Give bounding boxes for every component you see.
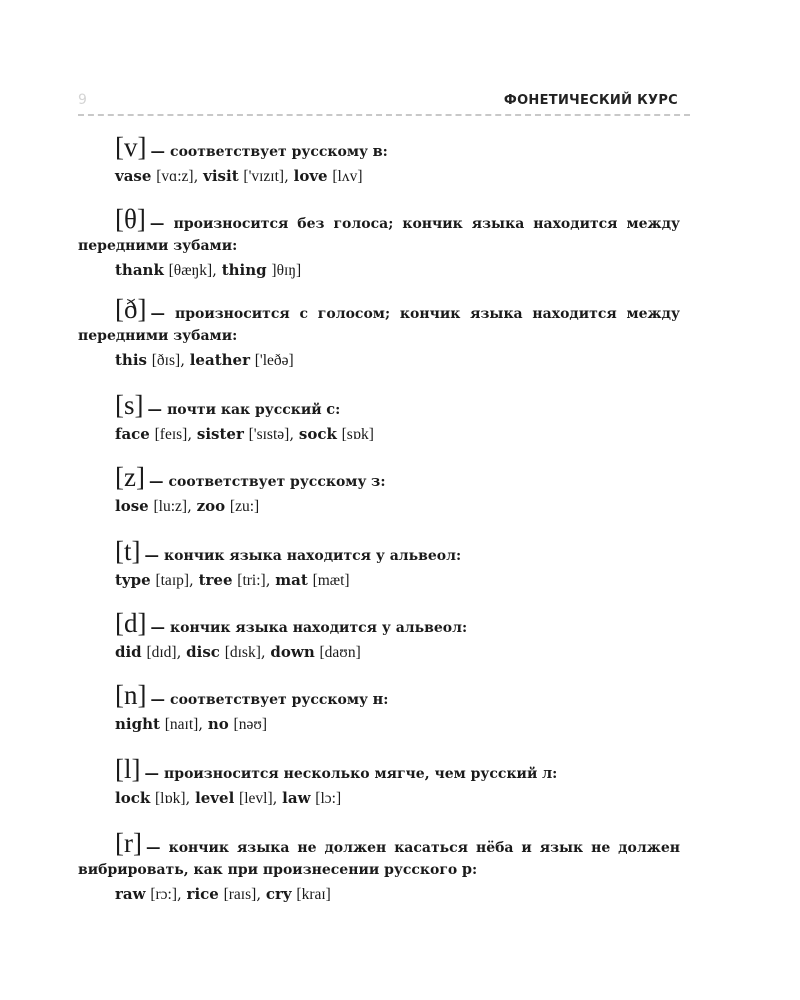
phoneme-entry-l bbox=[78, 754, 680, 810]
separator: , bbox=[198, 715, 208, 733]
example-word: night bbox=[115, 715, 160, 733]
example-word: zoo bbox=[196, 497, 226, 515]
transcription: [zu:] bbox=[229, 498, 260, 515]
separator: , bbox=[187, 497, 197, 515]
example-word: law bbox=[282, 789, 311, 807]
transcription: [lɔ:] bbox=[315, 790, 342, 807]
example-words bbox=[115, 569, 680, 592]
russian-letter: л bbox=[541, 765, 553, 782]
russian-letter: с bbox=[326, 401, 336, 418]
example-word: this bbox=[115, 351, 147, 369]
dash: — bbox=[147, 401, 168, 418]
phoneme-symbol: [l] bbox=[115, 754, 141, 784]
phoneme-description bbox=[78, 754, 680, 785]
colon: : bbox=[472, 862, 478, 878]
separator: , bbox=[177, 885, 187, 903]
transcription: [θæŋk] bbox=[168, 262, 213, 279]
description-text: почти как русский bbox=[167, 402, 322, 418]
transcription: [taɪp] bbox=[155, 572, 190, 589]
separator: , bbox=[185, 789, 196, 807]
example-word: tree bbox=[198, 571, 233, 589]
phoneme-symbol: [s] bbox=[115, 390, 144, 420]
dash: — bbox=[144, 547, 165, 564]
example-words bbox=[115, 259, 680, 282]
dash: — bbox=[150, 143, 171, 160]
separator: , bbox=[176, 643, 187, 661]
russian-letter: р bbox=[461, 861, 473, 878]
phoneme-description bbox=[78, 132, 680, 163]
example-word: thing bbox=[221, 261, 267, 279]
example-word: visit bbox=[203, 167, 239, 185]
example-word: rice bbox=[186, 885, 219, 903]
separator: , bbox=[193, 167, 204, 185]
separator: , bbox=[272, 789, 283, 807]
dash: — bbox=[150, 691, 171, 708]
transcription: ['sɪstə] bbox=[248, 426, 290, 443]
description-text: произносится несколько мягче, чем русский bbox=[164, 766, 538, 782]
phoneme-symbol: [θ] bbox=[115, 204, 146, 234]
colon: : bbox=[335, 402, 341, 418]
transcription: [tri:] bbox=[237, 572, 266, 589]
running-head: ФОНЕТИЧЕСКИЙ КУРС bbox=[503, 93, 678, 108]
separator: , bbox=[212, 261, 222, 279]
transcription: ]θɪŋ] bbox=[271, 262, 302, 279]
phoneme-symbol: [n] bbox=[115, 680, 147, 710]
phoneme-entry-t bbox=[78, 536, 680, 592]
description-text: соответствует русскому bbox=[168, 474, 367, 490]
example-word: lock bbox=[115, 789, 151, 807]
transcription: [daʊn] bbox=[319, 644, 361, 661]
russian-letter: в bbox=[372, 143, 383, 160]
example-word: down bbox=[270, 643, 315, 661]
separator: , bbox=[289, 425, 299, 443]
transcription: [vɑ:z] bbox=[156, 168, 194, 185]
example-words bbox=[115, 713, 680, 736]
dash: — bbox=[148, 473, 169, 490]
example-word: mat bbox=[275, 571, 308, 589]
phoneme-description bbox=[78, 680, 680, 711]
transcription: [dɪsk] bbox=[224, 644, 261, 661]
example-words bbox=[115, 165, 680, 188]
transcription: [rɔ:] bbox=[150, 886, 177, 903]
transcription: [kraɪ] bbox=[296, 886, 331, 903]
example-word: level bbox=[195, 789, 235, 807]
colon: : bbox=[382, 144, 388, 160]
transcription: [lu:z] bbox=[153, 498, 188, 515]
description-text: соответствует русскому bbox=[170, 144, 368, 160]
phoneme-symbol: [v] bbox=[115, 132, 147, 162]
separator: , bbox=[189, 571, 199, 589]
dash: — bbox=[145, 839, 169, 856]
dash: — bbox=[144, 765, 165, 782]
description-text: кончик языка не должен касаться нёба и язык не должен вибрировать, как при произнесении русского bbox=[78, 840, 680, 878]
dash: — bbox=[150, 619, 171, 636]
example-words bbox=[115, 349, 680, 372]
phoneme-entry-z bbox=[78, 462, 680, 518]
phoneme-entry-v bbox=[78, 132, 680, 188]
transcription: [ðɪs] bbox=[151, 352, 181, 369]
example-word: sister bbox=[196, 425, 244, 443]
example-word: thank bbox=[115, 261, 164, 279]
example-word: cry bbox=[265, 885, 292, 903]
colon: : bbox=[383, 692, 389, 708]
transcription: [raɪs] bbox=[223, 886, 257, 903]
example-word: sock bbox=[298, 425, 337, 443]
russian-letter: н bbox=[372, 691, 384, 708]
example-words bbox=[115, 641, 680, 664]
transcription: [sɒk] bbox=[341, 426, 374, 443]
dash: — bbox=[150, 305, 175, 322]
example-word: vase bbox=[115, 167, 152, 185]
phoneme-entry-eth bbox=[78, 294, 680, 372]
description-text: произносится с голосом; кончик языка находится между передними зубами: bbox=[78, 306, 680, 344]
transcription: [levl] bbox=[239, 790, 273, 807]
example-words bbox=[115, 883, 680, 906]
separator: , bbox=[260, 643, 271, 661]
transcription: [feɪs] bbox=[154, 426, 188, 443]
phoneme-description bbox=[78, 608, 680, 639]
example-words bbox=[115, 787, 680, 810]
phoneme-entry-n bbox=[78, 680, 680, 736]
transcription: [naɪt] bbox=[164, 716, 199, 733]
phoneme-entry-s bbox=[78, 390, 680, 446]
phoneme-description bbox=[78, 390, 680, 421]
phoneme-description bbox=[78, 828, 680, 881]
dash: — bbox=[149, 215, 174, 232]
phoneme-description bbox=[78, 204, 680, 257]
transcription: [lɒk] bbox=[155, 790, 186, 807]
phoneme-entry-d bbox=[78, 608, 680, 664]
example-words bbox=[115, 495, 680, 518]
phoneme-description bbox=[78, 536, 680, 567]
example-word: love bbox=[293, 167, 328, 185]
phoneme-symbol: [t] bbox=[115, 536, 141, 566]
example-word: did bbox=[115, 643, 142, 661]
phoneme-description bbox=[78, 294, 680, 347]
phoneme-symbol: [z] bbox=[115, 462, 145, 492]
phoneme-description bbox=[78, 462, 680, 493]
transcription: [nəʊ] bbox=[233, 716, 268, 733]
page-number: 9 bbox=[78, 92, 87, 108]
phoneme-symbol: [d] bbox=[115, 608, 147, 638]
colon: : bbox=[380, 474, 386, 490]
example-word: raw bbox=[115, 885, 146, 903]
separator: , bbox=[256, 885, 266, 903]
example-word: face bbox=[115, 425, 150, 443]
transcription: [mæt] bbox=[312, 572, 350, 589]
phoneme-entry-r bbox=[78, 828, 680, 906]
transcription: [dɪd] bbox=[146, 644, 177, 661]
phoneme-symbol: [ð] bbox=[115, 294, 147, 324]
example-word: disc bbox=[186, 643, 220, 661]
separator: , bbox=[265, 571, 276, 589]
separator: , bbox=[180, 351, 190, 369]
example-words bbox=[115, 423, 680, 446]
russian-letter: з bbox=[371, 473, 381, 490]
description-text: кончик языка находится у альвеол: bbox=[164, 548, 462, 564]
phoneme-symbol: [r] bbox=[115, 828, 142, 858]
example-word: lose bbox=[115, 497, 149, 515]
description-text: соответствует русскому bbox=[170, 692, 368, 708]
transcription: ['leðə] bbox=[254, 352, 294, 369]
page-header bbox=[78, 92, 690, 116]
description-text: произносится без голоса; кончик языка находится между передними зубами: bbox=[78, 216, 680, 254]
transcription: [lʌv] bbox=[332, 168, 363, 185]
phoneme-entry-theta bbox=[78, 204, 680, 282]
example-word: leather bbox=[189, 351, 250, 369]
separator: , bbox=[187, 425, 197, 443]
description-text: кончик языка находится у альвеол: bbox=[170, 620, 468, 636]
example-word: no bbox=[207, 715, 229, 733]
transcription: ['vɪzɪt] bbox=[243, 168, 285, 185]
separator: , bbox=[284, 167, 294, 185]
example-word: type bbox=[115, 571, 151, 589]
colon: : bbox=[552, 766, 558, 782]
